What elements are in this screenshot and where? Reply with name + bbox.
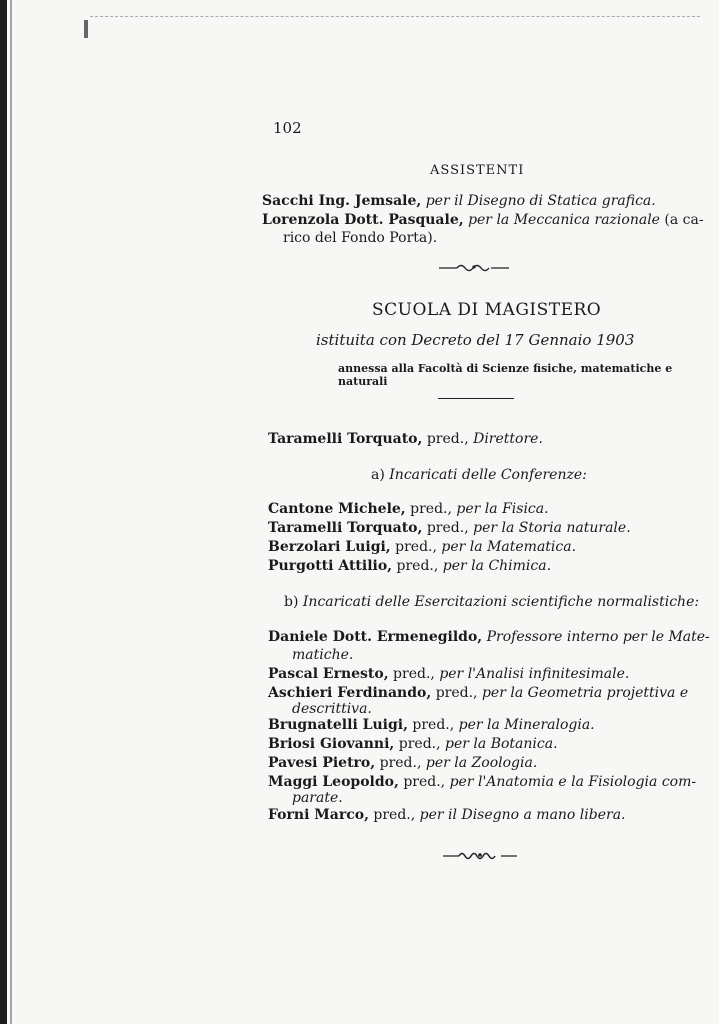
section-a-heading (371, 465, 587, 485)
person-role: per la Meccanica razionale (468, 212, 660, 228)
section-b-heading (284, 592, 699, 612)
esercitazioni-entry (268, 664, 629, 684)
page-number: 102 (273, 119, 302, 137)
divider-rule (438, 398, 514, 399)
person-name: Aschieri Ferdinando, (268, 685, 432, 701)
entry-continuation (292, 647, 353, 663)
person-role: per la Fisica. (456, 501, 549, 517)
school-annexa: annessa alla Facoltà di Scienze fisiche, matematiche e naturali (338, 362, 673, 388)
conferenze-entry (268, 518, 631, 538)
person-name: Daniele Dott. Ermenegildo, (268, 629, 483, 645)
person-name: Cantone Michele, (268, 501, 406, 517)
direttore-entry (268, 429, 543, 449)
person-role: per la Botanica. (445, 736, 558, 752)
person-role: per l'Anatomia e la Fisiologia com- (449, 774, 697, 790)
esercitazioni-entry (268, 627, 710, 647)
person-name: Pascal Ernesto, (268, 666, 389, 682)
person-name: Berzolari Luigi, (268, 539, 391, 555)
person-role: per il Disegno a mano libera. (419, 807, 626, 823)
person-role: per il Disegno di Statica grafica. (425, 193, 656, 209)
person-title: pred., (426, 431, 469, 447)
section-title: Incaricati delle Conferenze: (389, 467, 587, 483)
scan-edge-shadow (10, 0, 12, 1024)
person-name: Briosi Giovanni, (268, 736, 395, 752)
scan-edge (0, 0, 7, 1024)
person-role: per la Storia naturale. (473, 520, 631, 536)
continuation-text: descrittiva. (292, 701, 372, 717)
person-name: Forni Marco, (268, 807, 369, 823)
person-title: pred., (379, 755, 422, 771)
person-role-tail: (a ca- (664, 212, 704, 228)
person-title: pred., (395, 539, 437, 555)
person-title: pred., (435, 685, 478, 701)
conferenze-entry (268, 556, 551, 576)
person-title: pred., (403, 774, 446, 790)
person-role: Direttore. (473, 431, 543, 447)
person-title: pred., (393, 666, 435, 682)
ornament-divider (437, 261, 511, 273)
section-label: b) (284, 594, 299, 610)
person-title: pred., (396, 558, 439, 574)
person-role: Professore interno per le Mate- (486, 629, 710, 645)
scan-mark (84, 20, 88, 38)
person-name: Pavesi Pietro, (268, 755, 376, 771)
scan-top-rule (90, 16, 700, 17)
person-name: Sacchi Ing. Jemsale, (262, 193, 422, 209)
person-role: per la Matematica. (441, 539, 577, 555)
person-name: Taramelli Torquato, (268, 431, 423, 447)
conferenze-entry (268, 499, 549, 519)
esercitazioni-entry (268, 753, 537, 773)
person-name: Brugnatelli Luigi, (268, 717, 408, 733)
person-name: Lorenzola Dott. Pasquale, (262, 212, 464, 228)
person-title: pred., (412, 717, 455, 733)
person-role: per la Chimica. (442, 558, 552, 574)
entry-continuation (292, 790, 343, 806)
esercitazioni-entry (268, 683, 688, 703)
person-role: per l'Analisi infinitesimale. (439, 666, 630, 682)
person-role: per la Mineralogia. (458, 717, 595, 733)
conferenze-entry (268, 537, 576, 557)
person-title: pred., (426, 520, 469, 536)
person-name: Maggi Leopoldo, (268, 774, 399, 790)
person-role: per la Geometria projettiva e (481, 685, 689, 701)
person-name: Taramelli Torquato, (268, 520, 423, 536)
school-title: SCUOLA DI MAGISTERO (372, 300, 602, 320)
esercitazioni-entry (268, 772, 696, 792)
entry-continuation: rico del Fondo Porta). (283, 230, 438, 246)
person-name: Purgotti Attilio, (268, 558, 393, 574)
section-label: a) (371, 467, 385, 483)
continuation-text: matiche. (292, 647, 354, 663)
ornament-divider (441, 850, 519, 862)
assistenti-heading: ASSISTENTI (430, 163, 525, 178)
assistente-entry (262, 191, 656, 211)
school-subtitle: istituita con Decreto del 17 Gennaio 1903 (316, 331, 635, 349)
esercitazioni-entry (268, 715, 595, 735)
person-role: per la Zoologia. (425, 755, 538, 771)
continuation-text: parate. (292, 790, 343, 806)
person-title: pred., (398, 736, 441, 752)
esercitazioni-entry (268, 805, 626, 825)
section-title: Incaricati delle Esercitazioni scientifiche normalistiche: (302, 594, 700, 610)
esercitazioni-entry (268, 734, 558, 754)
person-title: pred., (373, 807, 416, 823)
assistente-entry (262, 210, 704, 230)
person-title: pred., (410, 501, 452, 517)
